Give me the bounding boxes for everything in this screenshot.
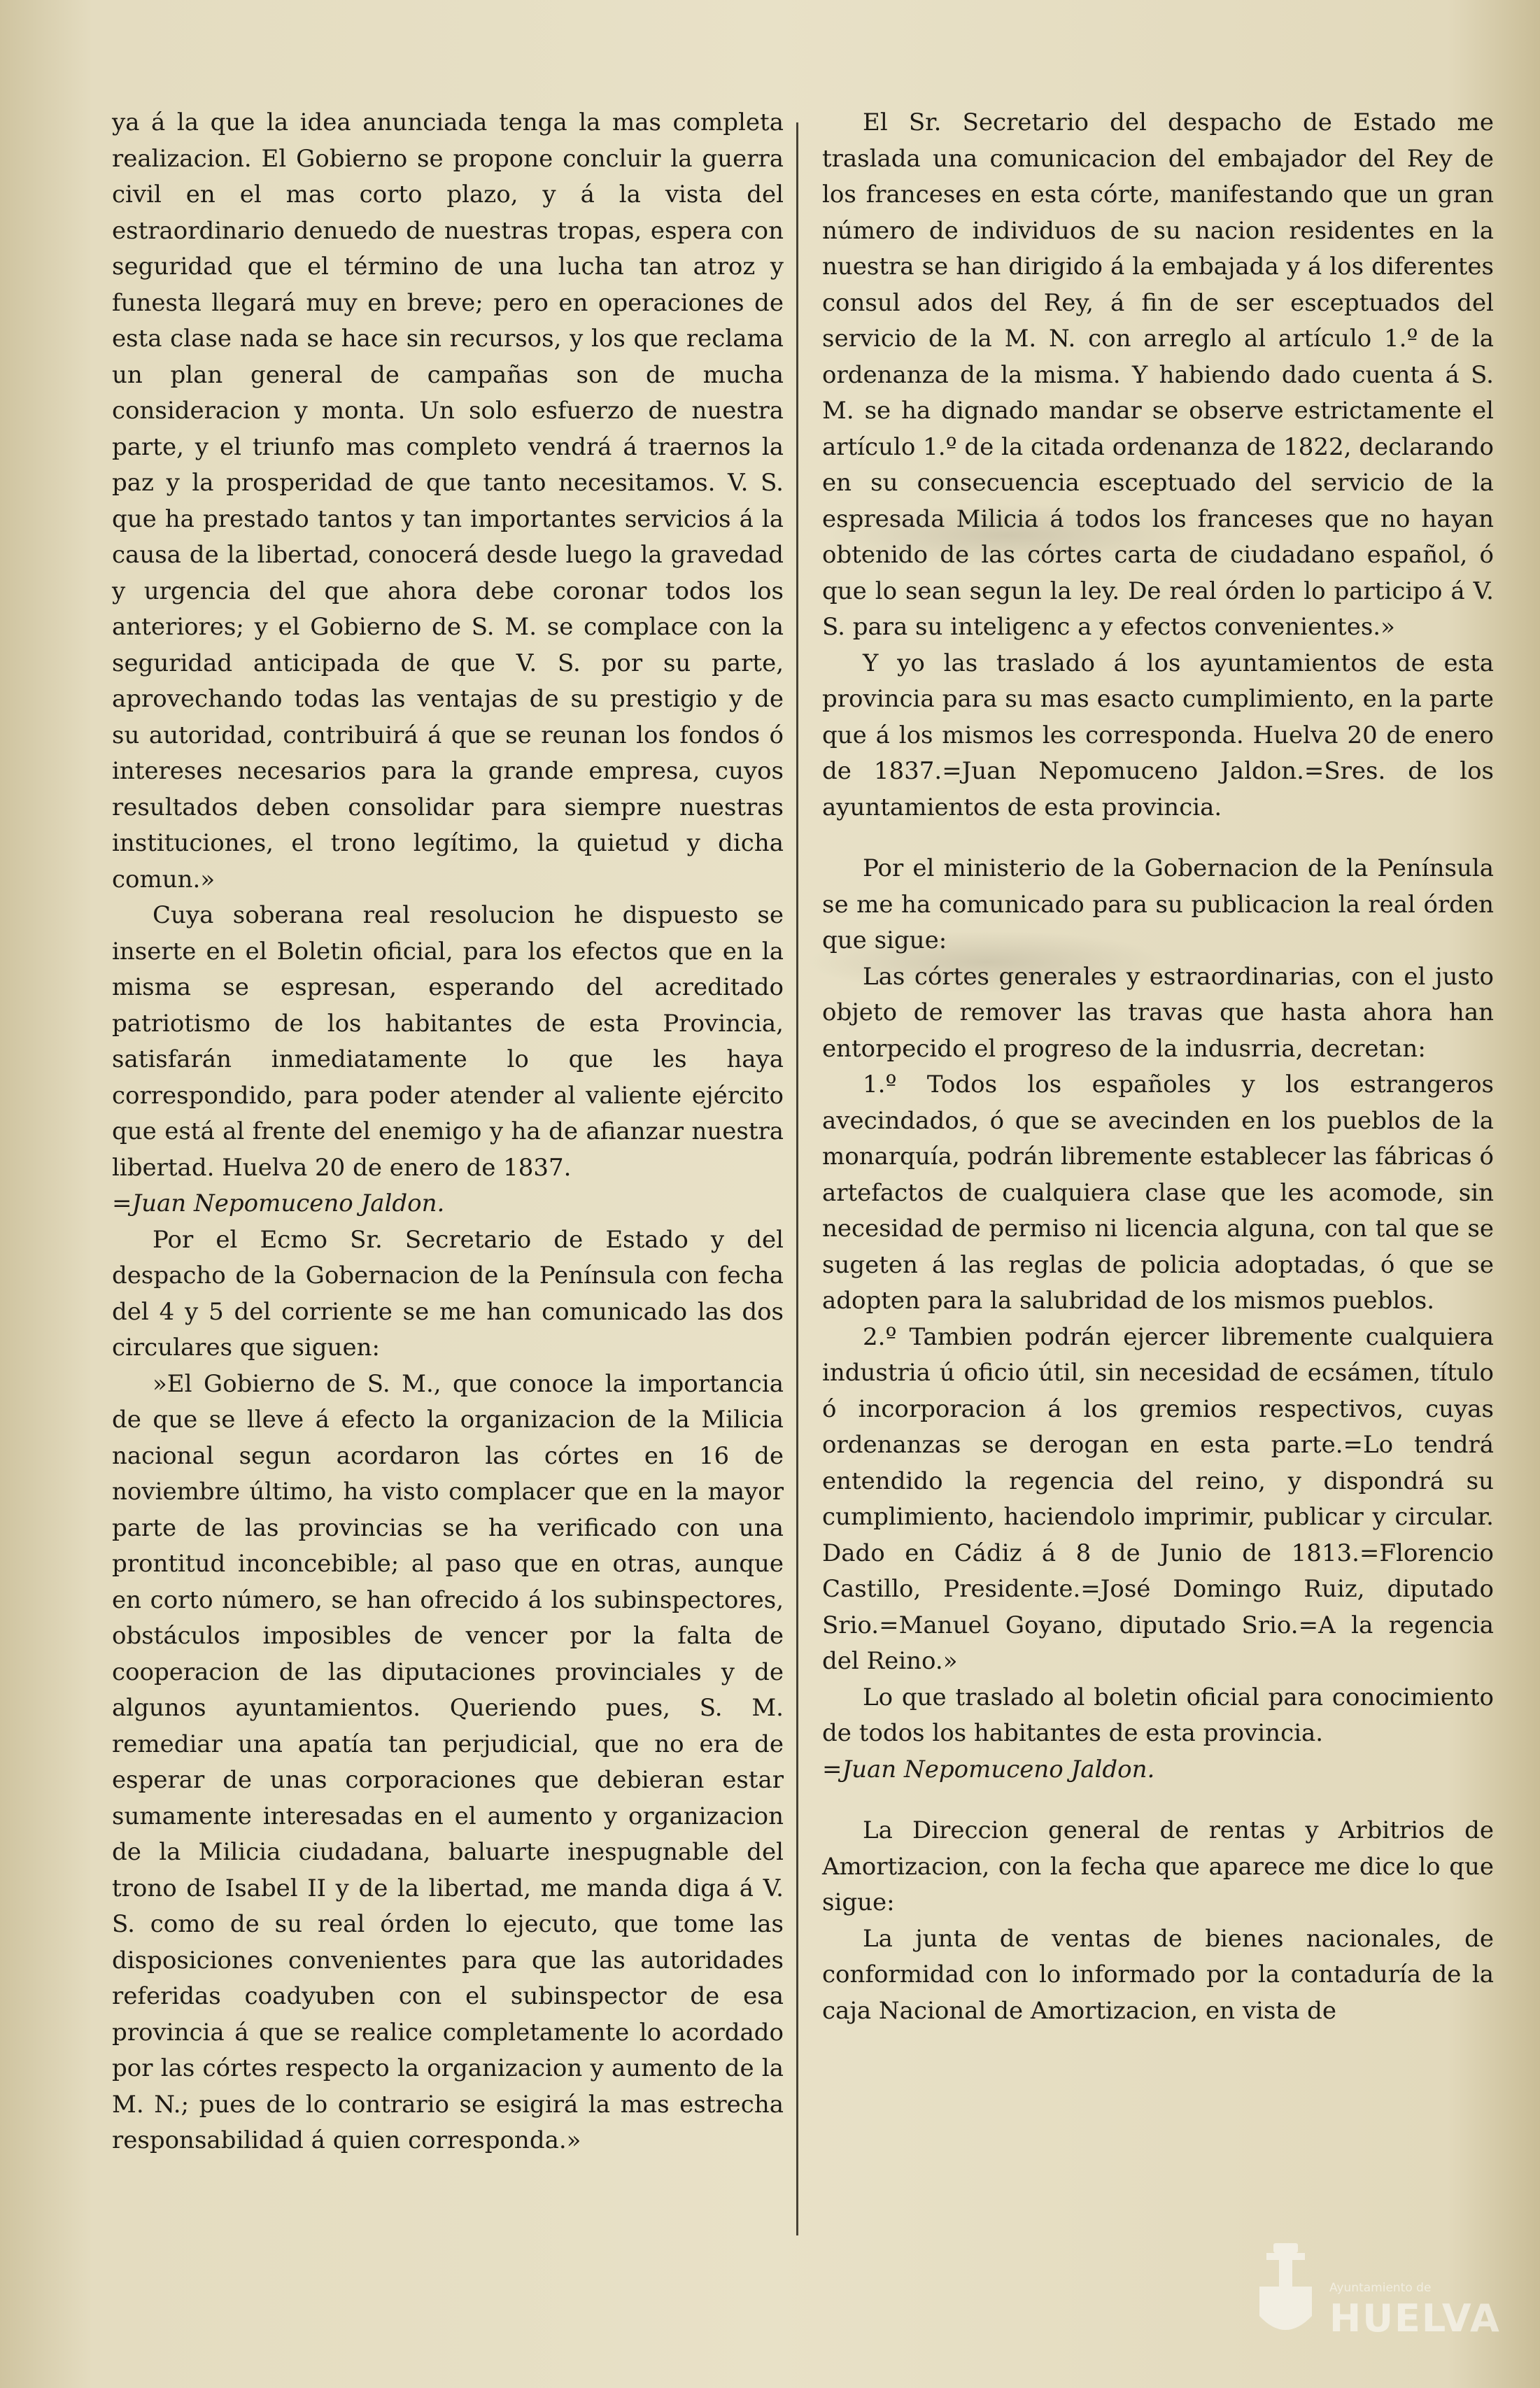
paragraph: La junta de ventas de bienes nacionales, de conformidad con lo informado por la contaduría de la caja Nacional de Amortizacion, en vista de bbox=[822, 1924, 1494, 2025]
signature: =Juan Nepomuceno Jaldon. bbox=[822, 1755, 1155, 1783]
paragraph: Y yo las traslado á los ayuntamientos de esta provincia para su mas esacto cumplimiento, en la parte que á los mismos les corresponda. Huelva 20 de enero de 1837.=Juan Nepomuceno Jaldon.=Sres. de los ayuntamientos de esta provincia. bbox=[822, 649, 1494, 821]
right-column bbox=[822, 105, 1494, 2029]
paragraph: »El Gobierno de S. M., que conoce la importancia de que se lleve á efecto la organizacion de la Milicia nacional segun acordaron las córtes en 16 de noviembre último, ha visto complacer que en la mayor parte de las provincias se ha verificado con una prontitud inconcebible; al paso que en otras, aunque en corto número, se han ofrecido á los subinspectores, obstáculos imposibles de vencer por la falta de cooperacion de las diputaciones provinciales y de algunos ayuntamientos. Queriendo pues, S. M. remediar una apatía tan perjudicial, que no era de esperar de unas corporaciones que debieran estar sumamente interesadas en el aumento y organizacion de la Milicia ciudadana, baluarte inespugnable del trono de Isabel II y de la libertad, me manda diga á V. S. como de su real órden lo ejecuto, que tome las disposiciones convenientes para que las autoridades referidas coadyuben con el subinspector de esa provincia á que se realice completamente lo acordado por las córtes respecto la organizacion y aumento de la M. N.; pues de lo contrario se esigirá la mas estrecha responsabilidad á quien corresponda.» bbox=[112, 1369, 784, 2154]
paragraph: La Direccion general de rentas y Arbitrios de Amortizacion, con la fecha que aparece me dice lo que sigue: bbox=[822, 1816, 1494, 1916]
watermark-big-text: HUELVA bbox=[1329, 2296, 1501, 2340]
crest-icon bbox=[1252, 2239, 1319, 2344]
paragraph: Cuya soberana real resolucion he dispuesto se inserte en el Boletin oficial, para los efectos que en la misma se espresan, esperando del acreditado patriotismo de los habitantes de esta Provincia, satisfarán inmediatamente lo que les haya correspondido, para poder atender al valiente ejército que está al frente del enemigo y ha de afianzar nuestra libertad. Huelva 20 de enero de 1837. bbox=[112, 901, 784, 1182]
paragraph: Por el ministerio de la Gobernacion de la Península se me ha comunicado para su publicacion la real órden que sigue: bbox=[822, 854, 1494, 954]
paragraph: Las córtes generales y estraordinarias, con el justo objeto de remover las travas que hasta ahora han entorpecido el progreso de la indusrria, decretan: bbox=[822, 962, 1494, 1063]
paragraph: Por el Ecmo Sr. Secretario de Estado y del despacho de la Gobernacion de la Península con fecha del 4 y 5 del corriente se me han comunicado las dos circulares que siguen: bbox=[112, 1225, 784, 1362]
watermark-small-text: Ayuntamiento de bbox=[1329, 2281, 1432, 2295]
paragraph: El Sr. Secretario del despacho de Estado me traslada una comunicacion del embajador del Rey de los franceses en esta córte, manifestando que un gran número de individuos de su nacion residentes en la nuestra se han dirigido á la embajada y á los diferentes consul ados del Rey, á fin de ser esceptuados del servicio de la M. N. con arreglo al artículo 1.º de la ordenanza de la misma. Y habiendo dado cuenta á S. M. se ha dignado mandar se observe estrictamente el artículo 1.º de la citada ordenanza de 1822, declarando en su consecuencia esceptuado del servicio de la espresada Milicia á todos los franceses que no hayan obtenido de las córtes carta de ciudadano español, ó que lo sean segun la ley. De real órden lo participo á V. S. para su inteligenc a y efectos convenientes.» bbox=[822, 108, 1494, 641]
article-2: 2.º Tambien podrán ejercer libremente cualquiera industria ú oficio útil, sin necesidad de ecsámen, título ó incorporacion á los gremios respectivos, cuyas ordenanzas se derogan en esta parte.=Lo tendrá entendido la regencia del reino, y dispondrá su cumplimiento, haciendolo imprimir, publicar y circular. Dado en Cádiz á 8 de Junio de 1813.=Florencio Castillo, Presidente.=José Domingo Ruiz, diputado Srio.=Manuel Goyano, diputado Srio.=A la regencia del Reino.» bbox=[822, 1322, 1494, 1675]
ayuntamiento-huelva-watermark bbox=[1252, 2239, 1501, 2379]
paragraph: Lo que traslado al boletin oficial para conocimiento de todos los habitantes de esta provincia. bbox=[822, 1683, 1494, 1747]
article-1: 1.º Todos los españoles y los estrangeros avecindados, ó que se avecinden en los pueblos de la monarquía, podrán libremente establecer las fábricas ó artefactos de cualquiera clase que les acomode, sin necesidad de permiso ni licencia alguna, con tal que se sugeten á las reglas de policia adoptadas, ó que se adopten para la salubridad de los mismos pueblos. bbox=[822, 1071, 1494, 1315]
column-rule bbox=[796, 122, 798, 2235]
paragraph: ya á la que la idea anunciada tenga la mas completa realizacion. El Gobierno se propone concluir la guerra civil en el mas corto plazo, y á la vista del estraordinario denuedo de nuestras tropas, espera con seguridad que el término de una lucha tan atroz y funesta llegará muy en breve; pero en operaciones de esta clase nada se hace sin recursos, y los que reclama un plan general de campañas son de mucha consideracion y monta. Un solo esfuerzo de nuestra parte, y el triunfo mas completo vendrá á traernos la paz y la prosperidad de que tanto necesitamos. V. S. que ha prestado tantos y tan importantes servicios á la causa de la libertad, conocerá desde luego la gravedad y urgencia del que ahora debe coronar todos los anteriores; y el Gobierno de S. M. se complace con la seguridad anticipada de que V. S. por su parte, aprovechando todas las ventajas de su prestigio y de su autoridad, contribuirá á que se reunan los fondos ó intereses necesarios para la grande empresa, cuyos resultados deben consolidar para siempre nuestras instituciones, el trono legítimo, la quietud y dicha comun.» bbox=[112, 108, 784, 893]
left-column bbox=[112, 105, 784, 2159]
signature: =Juan Nepomuceno Jaldon. bbox=[112, 1189, 445, 1217]
